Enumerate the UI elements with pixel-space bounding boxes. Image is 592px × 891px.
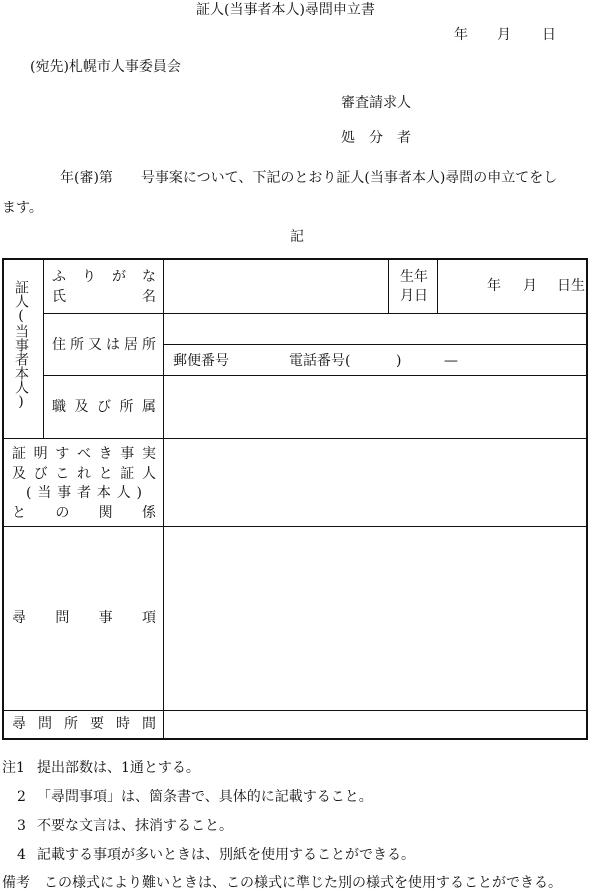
address-label: 住 所 又 は 居 所 [52,337,156,353]
witness-side-label: 証人(当事者本人) [13,280,29,410]
note-1-text: 提出部数は、1通とする。 [37,760,200,776]
phone-label: 電話番号( [289,353,351,369]
occupation-label: 職 及 び 所 属 [52,399,156,415]
facts-label-line1: 証 明 す べ き 事 実 [12,446,156,462]
document-title: 証人(当事者本人)尋問申立書 [196,2,375,18]
birth-day-label: 日生 [557,278,585,294]
ki-label: 記 [290,229,304,245]
addressee: (宛先)札幌市人事委員会 [30,59,181,75]
date-day-label: 日 [542,27,556,43]
request-form-table [2,258,588,740]
birth-label-line1: 生年 [400,269,428,285]
facts-label-line2: 及 び こ れ と 証 人 [12,466,156,482]
time-field[interactable] [166,712,584,736]
name-field[interactable] [166,263,386,311]
birth-label-line2: 月日 [400,288,428,304]
occupation-field[interactable] [166,378,584,436]
birth-month-label: 月 [523,278,537,294]
facts-label-line3: ( 当 事 者 本 人 ) [26,485,142,501]
facts-field[interactable] [166,441,584,524]
birth-year-label: 年 [487,278,501,294]
note-2-text: 「尋問事項」は、箇条書で、具体的に記載すること。 [37,789,373,805]
body-text-line2: ます。 [2,200,43,216]
claimant-label: 審査請求人 [341,95,411,111]
time-label: 尋 問 所 要 時 間 [12,716,156,732]
note-1-number: 注1 [2,760,25,776]
note-2-number: 2 [17,789,26,805]
facts-label-line4: と の 関 係 [12,505,156,521]
note-4-text: 記載する事項が多いときは、別紙を使用することができる。 [37,847,415,863]
furigana-label: ふ り が な [52,269,156,285]
note-3-number: 3 [17,818,26,834]
remarks-label: 備考 [2,875,30,891]
name-label: 氏 名 [52,289,156,305]
address-field[interactable] [166,316,584,342]
date-month-label: 月 [497,27,511,43]
disposer-label: 処 分 者 [341,130,411,146]
remarks-text: この様式により難いときは、この様式に準じた別の様式を使用することができる。 [44,875,562,891]
note-3-text: 不要な文言は、抹消すること。 [37,818,233,834]
questions-field[interactable] [166,529,584,708]
body-text-line1: 年(審)第 号事案について、下記のとおり証人(当事者本人)尋問の申立てをし [60,170,558,186]
note-4-number: 4 [17,847,26,863]
questions-label: 尋 問 事 項 [12,610,156,626]
phone-close-paren: ) [396,353,402,369]
phone-dash: — [444,353,458,369]
postal-code-label: 郵便番号 [173,353,229,369]
date-year-label: 年 [454,27,468,43]
